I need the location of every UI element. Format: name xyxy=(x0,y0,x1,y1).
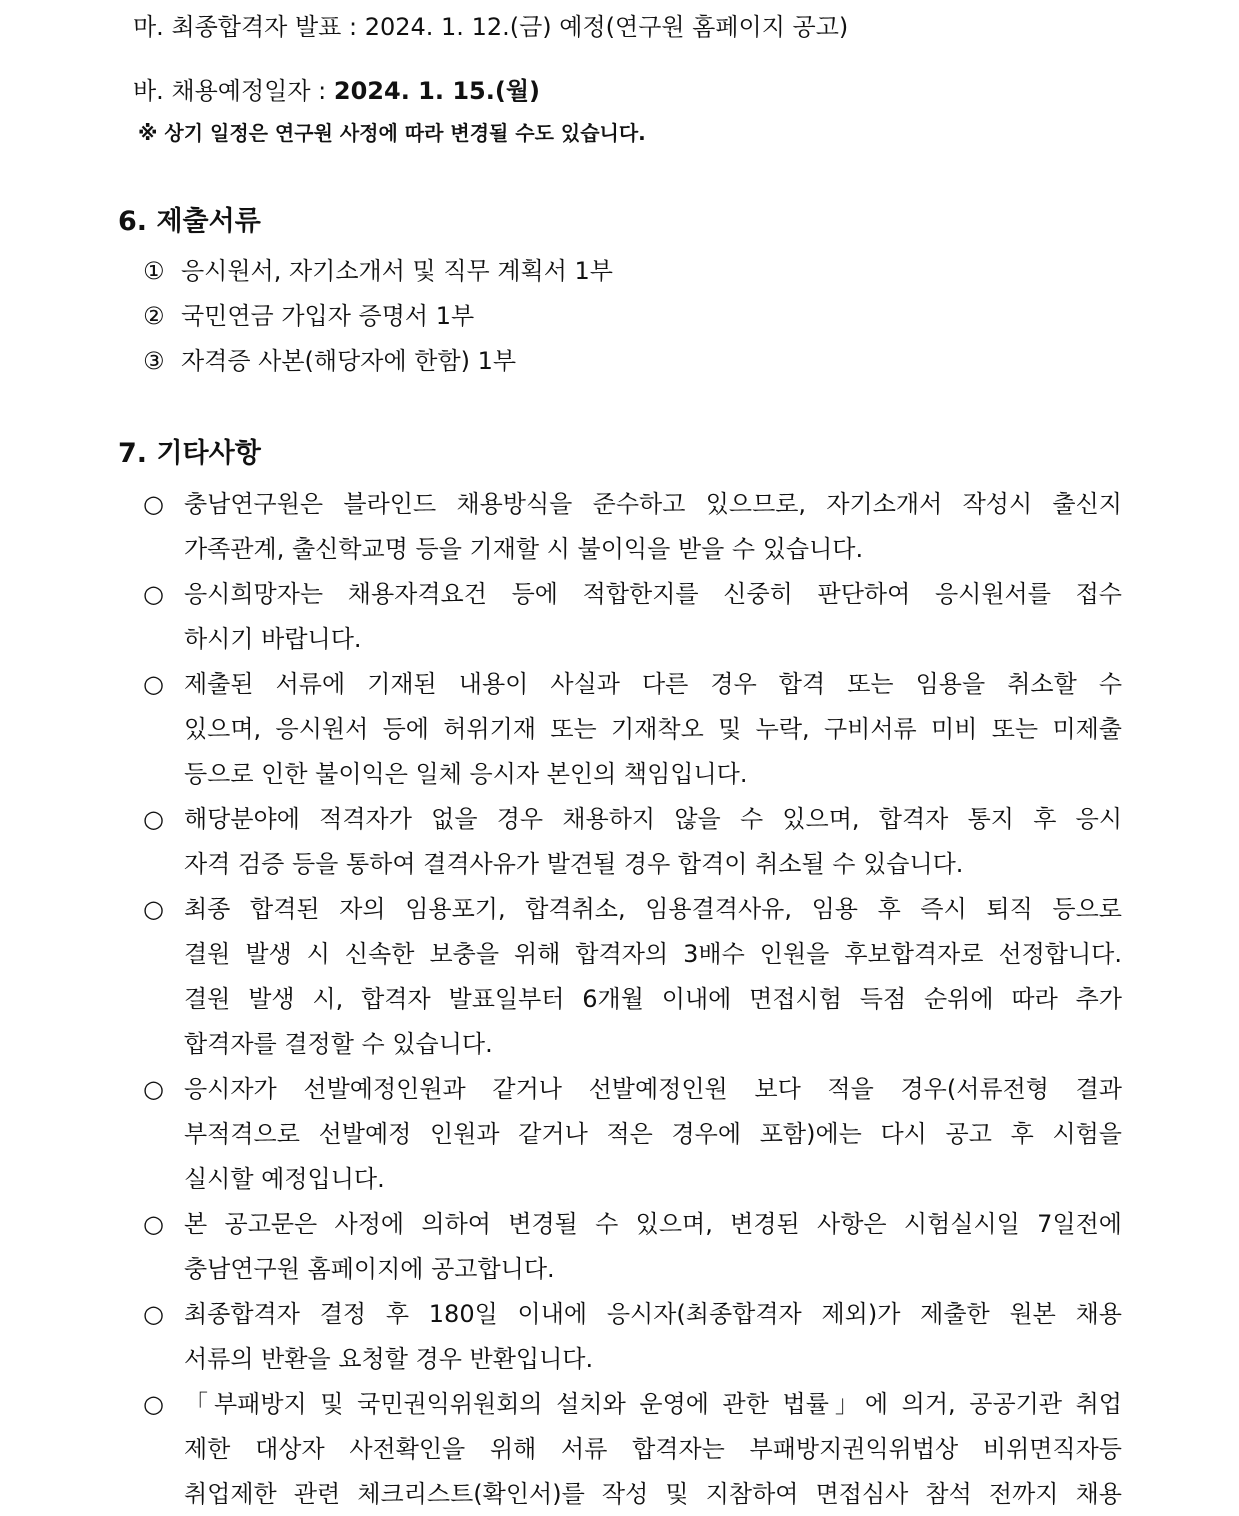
item-text: 자격증 사본(해당자에 한함) 1부 xyxy=(181,347,517,375)
bullet-line: 응시희망자는 채용자격요건 등에 적합한지를 신중히 판단하여 응시원서를 접수 xyxy=(184,580,1122,608)
circle-bullet-icon: ○ xyxy=(143,1390,164,1418)
circle-bullet-icon: ○ xyxy=(143,895,164,923)
item-number: ① xyxy=(143,257,165,285)
bullet-line: 제한 대상자 사전확인을 위해 서류 합격자는 부패방지권익위법상 비위면직자등 xyxy=(184,1435,1122,1463)
bullet-line: 하시기 바랍니다. xyxy=(184,625,362,653)
item-number: ③ xyxy=(143,347,165,375)
bullet-line: 실시할 예정입니다. xyxy=(184,1165,385,1193)
schedule-note: ※ 상기 일정은 연구원 사정에 따라 변경될 수도 있습니다. xyxy=(138,121,646,145)
bullet-line: 제출된 서류에 기재된 내용이 사실과 다른 경우 합격 또는 임용을 취소할 수 xyxy=(184,670,1122,698)
circle-bullet-icon: ○ xyxy=(143,490,164,518)
circle-bullet-icon: ○ xyxy=(143,1075,164,1103)
bullet-line: 최종합격자 결정 후 180일 이내에 응시자(최종합격자 제외)가 제출한 원본 채용 xyxy=(184,1300,1122,1328)
bullet-line: 서류의 반환을 요청할 경우 반환입니다. xyxy=(184,1345,594,1373)
item-text: 응시원서, 자기소개서 및 직무 계획서 1부 xyxy=(181,257,613,285)
bullet-line: 응시자가 선발예정인원과 같거나 선발예정인원 보다 적을 경우(서류전형 결과 xyxy=(184,1075,1122,1103)
bullet-line: 등으로 인한 불이익은 일체 응시자 본인의 책임입니다. xyxy=(184,760,748,788)
bullet-line: 부적격으로 선발예정 인원과 같거나 적은 경우에 포함)에는 다시 공고 후 시험을 xyxy=(184,1120,1122,1148)
bullet-line: 결원 발생 시, 합격자 발표일부터 6개월 이내에 면접시험 득점 순위에 따라 추가 xyxy=(184,985,1122,1013)
circle-bullet-icon: ○ xyxy=(143,580,164,608)
item-text: 국민연금 가입자 증명서 1부 xyxy=(181,302,475,330)
circle-bullet-icon: ○ xyxy=(143,670,164,698)
bullet-line: 자격 검증 등을 통하여 결격사유가 발견될 경우 합격이 취소될 수 있습니다. xyxy=(184,850,964,878)
bullet-line: 충남연구원은 블라인드 채용방식을 준수하고 있으므로, 자기소개서 작성시 출신지 xyxy=(184,490,1122,518)
bullet-line: 본 공고문은 사정에 의하여 변경될 수 있으며, 변경된 사항은 시험실시일 7일전에 xyxy=(184,1210,1122,1238)
bullet-line: 최종 합격된 자의 임용포기, 합격취소, 임용결격사유, 임용 후 즉시 퇴직 등으로 xyxy=(184,895,1122,923)
circle-bullet-icon: ○ xyxy=(143,1300,164,1328)
bullet-line: 충남연구원 홈페이지에 공고합니다. xyxy=(184,1255,555,1283)
schedule-hire-date: 2024. 1. 15.(월) xyxy=(333,77,540,105)
schedule-hire-label: 바. 채용예정일자 : xyxy=(133,77,334,105)
document-item xyxy=(143,346,516,376)
item-number: ② xyxy=(143,302,165,330)
bullet-line: 가족관계, 출신학교명 등을 기재할 시 불이익을 받을 수 있습니다. xyxy=(184,535,864,563)
schedule-final-announce: 마. 최종합격자 발표 : 2024. 1. 12.(금) 예정(연구원 홈페이지 공고) xyxy=(133,13,849,41)
bullet-line: 결원 발생 시 신속한 보충을 위해 합격자의 3배수 인원을 후보합격자로 선정합니다. xyxy=(184,940,1122,968)
bullet-line: 취업제한 관련 체크리스트(확인서)를 작성 및 지참하여 면접심사 참석 전까지 채용 xyxy=(184,1480,1122,1508)
circle-bullet-icon: ○ xyxy=(143,1210,164,1238)
section-6-title: 6. 제출서류 xyxy=(118,206,261,237)
document-item xyxy=(143,256,613,286)
bullet-line: 해당분야에 적격자가 없을 경우 채용하지 않을 수 있으며, 합격자 통지 후 응시 xyxy=(184,805,1122,833)
section-7-title: 7. 기타사항 xyxy=(118,438,261,469)
bullet-line: 있으며, 응시원서 등에 허위기재 또는 기재착오 및 누락, 구비서류 미비 또는 미제출 xyxy=(184,715,1122,743)
bullet-line: 「부패방지 및 국민권익위원회의 설치와 운영에 관한 법률」에 의거, 공공기관 취업 xyxy=(184,1390,1122,1418)
bullet-line: 합격자를 결정할 수 있습니다. xyxy=(184,1030,493,1058)
schedule-hire-date-line xyxy=(133,76,540,106)
document-item xyxy=(143,301,474,331)
circle-bullet-icon: ○ xyxy=(143,805,164,833)
